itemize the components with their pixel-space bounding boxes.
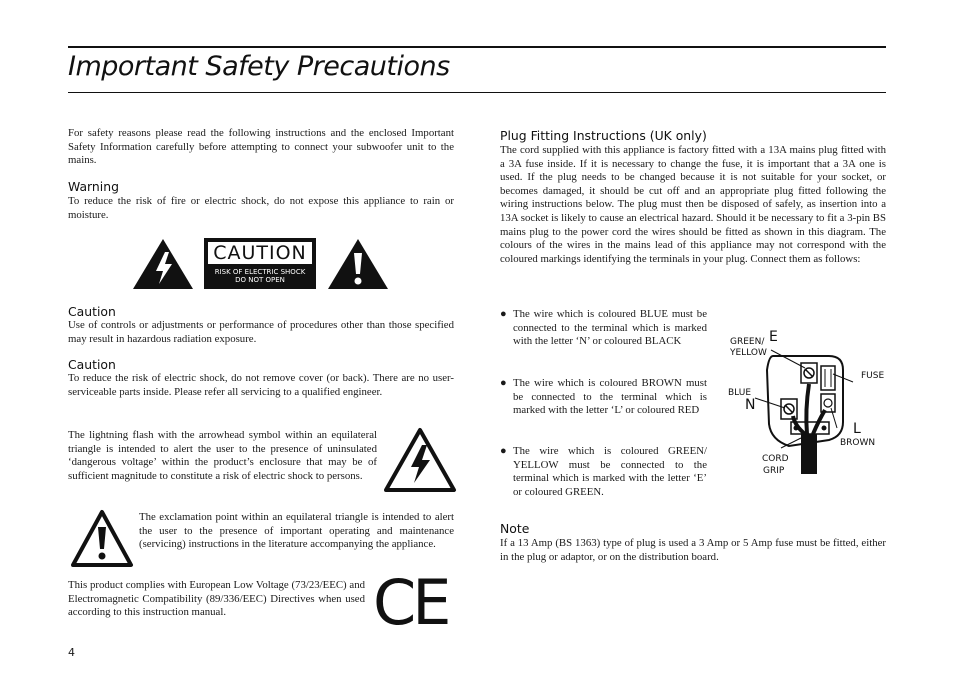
caution-label-line2: DO NOT OPEN — [235, 276, 285, 284]
ce-mark: CE — [373, 566, 448, 639]
label-blue: BLUE — [728, 388, 752, 398]
caution-label — [204, 238, 316, 289]
caution2-text: To reduce the risk of electric shock, do not remove cover (or back). There are no user-serviceable parts inside. Please refer all servicing to a qualified engineer. — [68, 372, 454, 398]
caution1-heading: Caution — [68, 304, 116, 319]
label-cord: CORD — [762, 454, 789, 464]
label-brown: BROWN — [840, 438, 876, 448]
note-heading: Note — [500, 521, 530, 536]
plug-heading: Plug Fitting Instructions (UK only) — [500, 128, 707, 143]
top-rule — [68, 46, 886, 48]
caution-label-title: CAUTION — [208, 242, 312, 264]
page-number: 4 — [68, 646, 75, 659]
caution2-heading: Caution — [68, 357, 116, 372]
plug-wiring-diagram — [725, 330, 895, 485]
label-grip: GRIP — [763, 466, 785, 476]
label-e: E — [769, 329, 778, 345]
bullet-green-yellow-text: The wire which is coloured GREEN/ YELLOW must be connected to the terminal which is marked with the letter ‘E’ or coloured GREEN. — [513, 445, 707, 498]
caution-label-line1: RISK OF ELECTRIC SHOCK — [214, 268, 306, 276]
bullet-brown — [500, 377, 707, 418]
bullet-blue — [500, 308, 707, 349]
label-yellow: YELLOW — [730, 348, 767, 358]
bullet-dot: ● — [500, 377, 507, 389]
bullet-blue-text: The wire which is coloured BLUE must be connected to the terminal which is marked with the letter ‘N’ or coloured BLACK — [513, 308, 707, 348]
warning-heading: Warning — [68, 179, 119, 194]
label-l: L — [853, 421, 861, 437]
bullet-dot: ● — [500, 308, 507, 320]
lightning-triangle-icon — [132, 238, 194, 290]
label-n: N — [745, 397, 756, 413]
note-text: If a 13 Amp (BS 1363) type of plug is used a 3 Amp or 5 Amp fuse must be fitted, either in the plug or adaptor, or on the distribution board. — [500, 537, 886, 563]
label-green: GREEN/ — [730, 337, 765, 347]
lightning-description: The lightning flash with the arrowhead symbol within an equilateral triangle is intended to alert the user to the presence of uninsulated ‘dangerous voltage’ within the product’s enclosure that may be of sufficient magnitude to constitute a risk of electric shock to persons. — [68, 429, 377, 482]
lightning-outline-icon — [383, 427, 457, 493]
ce-compliance-text: This product complies with European Low Voltage (73/23/EEC) and Electromagnetic Compatibility (89/336/EEC) Directives when used according to this instruction manual. — [68, 579, 365, 619]
exclamation-description: The exclamation point within an equilateral triangle is intended to alert the user to the presence of important operating and maintenance (servicing) instructions in the literature accompanying the appliance. — [139, 511, 454, 551]
plug-text: The cord supplied with this appliance is factory fitted with a 13A mains plug fitted with a 3A fuse inside. If it is necessary to change the fuse, it is important that a 3A one is used. If the plug needs to be changed because it is not suitable for your socket, or becomes damaged, it should be cut off and an appropriate plug fitted following the wiring instructions below. The plug must then be disposed of safely, as insertion into a 13A socket is likely to cause an electrical hazard. Should it be necessary to fit a 3-pin BS mains plug to the power cord the wires should be fitted as shown in this diagram. The colours of the wires in the mains lead of this appliance may not correspond with the coloured markings identifying the terminals in your plug. Connect them as follows: — [500, 144, 886, 265]
exclamation-outline-icon — [70, 509, 134, 568]
bullet-dot: ● — [500, 445, 507, 457]
label-fuse: FUSE — [861, 371, 885, 381]
bullet-green-yellow — [500, 445, 707, 499]
caution1-text: Use of controls or adjustments or performance of procedures other than those specified may result in hazardous radiation exposure. — [68, 319, 454, 345]
intro-text: For safety reasons please read the following instructions and the enclosed Important Safety Information carefully before attempting to connect your subwoofer unit to the mains. — [68, 127, 454, 167]
exclamation-triangle-icon — [327, 238, 389, 290]
warning-text: To reduce the risk of fire or electric shock, do not expose this appliance to rain or moisture. — [68, 195, 454, 221]
title-underline — [68, 92, 886, 93]
page-title: Important Safety Precautions — [68, 51, 450, 82]
bullet-brown-text: The wire which is coloured BROWN must be connected to the terminal which is marked with the letter ‘L’ or coloured RED — [513, 377, 707, 417]
